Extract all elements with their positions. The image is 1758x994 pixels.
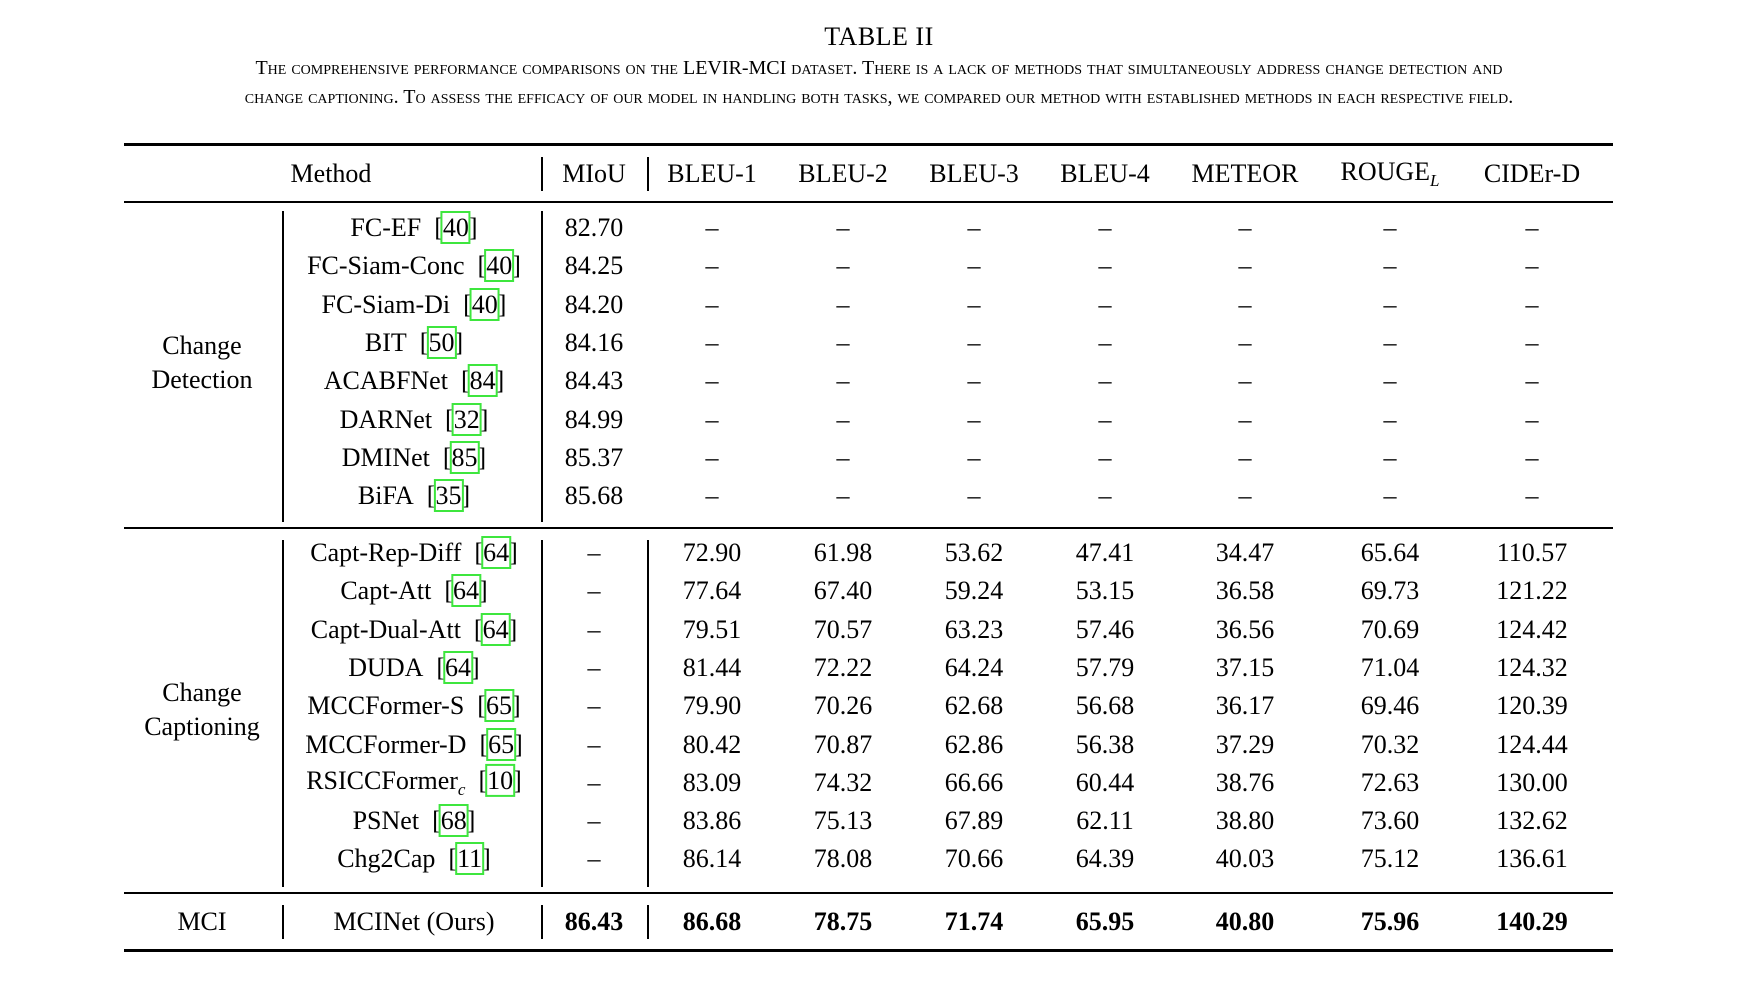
cider-value: 130.00 [1496,767,1568,797]
cider-value: – [1525,213,1539,242]
bleu2-value: – [836,251,850,281]
method-name: FC-Siam-Di [40] [321,289,507,319]
rouge-value: 69.73 [1360,576,1420,606]
citation-link[interactable]: 64 [453,576,479,606]
rouge-value: – [1383,213,1397,242]
rouge-value: 69.46 [1360,691,1420,721]
citation-link[interactable]: 65 [485,691,512,721]
citation-link[interactable]: 11 [457,844,483,874]
cider-value: 121.22 [1496,576,1568,606]
method-name-ours: MCINet (Ours) [333,907,495,936]
miou-value: – [587,652,601,682]
bleu1-value: 77.64 [682,576,742,606]
method-label: DUDA [348,652,424,682]
bleu1-value: 83.09 [682,767,742,797]
bleu4-value: – [1098,404,1112,434]
bleu1-value: – [705,327,719,357]
meteor-value-ours: 40.80 [1215,907,1275,936]
method-name: ACABFNet [84] [323,366,505,396]
bleu3-value: – [967,213,981,242]
bleu1-value: – [705,366,719,396]
group-change-detection [151,329,252,397]
meteor-value: – [1238,404,1252,434]
bleu1-value: – [705,442,719,472]
bleu1-value: – [705,251,719,281]
citation-link[interactable]: 64 [482,614,509,644]
bleu2-value: 75.13 [813,806,873,836]
bleu2-value: 61.98 [813,538,873,567]
method-label: MCCFormer-S [307,691,465,721]
meteor-value: – [1238,289,1252,319]
cider-value: – [1525,481,1539,511]
cider-value: 124.32 [1496,652,1568,682]
meteor-value: 34.47 [1215,538,1275,567]
bleu4-value: – [1098,251,1112,281]
citation-link[interactable]: 10 [487,765,514,795]
citation-link[interactable]: 65 [488,729,515,759]
bleu3-value: 67.89 [944,806,1004,836]
rouge-value: 73.60 [1360,806,1420,836]
meteor-value: 37.29 [1215,729,1275,759]
method-subscript: c [457,779,466,799]
group-label-line: Change [162,678,242,707]
rouge-value: 72.63 [1360,767,1420,797]
bleu3-value: 53.62 [944,538,1004,567]
ours-sep-miou [647,905,649,939]
meteor-value: – [1238,481,1252,511]
meteor-value: – [1238,251,1252,281]
rouge-value: – [1383,289,1397,319]
cider-value-ours: 140.29 [1496,907,1568,936]
bleu4-value: 53.15 [1075,576,1135,606]
header-rule [124,201,1613,203]
meteor-value: 38.80 [1215,806,1275,836]
miou-value: 84.16 [564,327,624,357]
meteor-value: – [1238,366,1252,396]
bleu3-value: 70.66 [944,844,1004,874]
header-cider: CIDEr-D [1483,159,1581,188]
citation-link[interactable]: 68 [440,806,467,836]
method-label: PSNet [352,806,420,836]
miou-value: 85.68 [564,481,624,511]
rouge-value: 65.64 [1360,538,1420,567]
miou-value-ours: 86.43 [564,907,624,936]
bleu1-value: 72.90 [682,538,742,567]
bleu4-value: – [1098,481,1112,511]
detection-sep-group [282,211,284,522]
miou-value: – [587,767,601,797]
bleu2-value: 74.32 [813,767,873,797]
method-label: FC-Siam-Conc [307,251,465,281]
meteor-value: 38.76 [1215,767,1275,797]
rouge-value: 70.69 [1360,614,1420,644]
captioning-sep-group [282,540,284,887]
bleu4-value: 56.68 [1075,691,1135,721]
bottom-rule [124,949,1613,952]
bleu1-value: 80.42 [682,729,742,759]
bleu3-value: – [967,442,981,472]
miou-value: 82.70 [564,213,624,242]
rouge-value: – [1383,404,1397,434]
detection-sep-method [541,211,543,522]
cider-value: – [1525,289,1539,319]
method-name: Capt-Rep-Diff [64] [310,538,518,567]
header-miou: MIoU [562,159,626,188]
bleu3-value: 64.24 [944,652,1004,682]
method-name: FC-Siam-Conc [40] [307,251,521,281]
ours-sep-group [282,905,284,939]
miou-value: 85.37 [564,442,624,472]
header-sep-method [541,157,543,191]
bleu3-value: – [967,481,981,511]
rouge-value: – [1383,481,1397,511]
bleu4-value: 62.11 [1076,806,1134,836]
method-name: BIT [50] [364,327,464,357]
bleu3-value: 62.68 [944,691,1004,721]
miou-value: – [587,729,601,759]
header-method: Method [290,159,372,188]
bleu2-value: – [836,213,850,242]
method-label: MCCFormer-D [305,729,467,759]
cider-value: – [1525,442,1539,472]
header-rouge-subscript: L [1430,171,1440,191]
method-label: Capt-Dual-Att [310,614,461,644]
miou-value: – [587,576,601,606]
ours-sep-method [541,905,543,939]
miou-value: 84.99 [564,404,624,434]
meteor-value: 36.56 [1215,614,1275,644]
miou-value: – [587,844,601,874]
cider-value: – [1525,404,1539,434]
cider-value: – [1525,366,1539,396]
bleu3-value: 59.24 [944,576,1004,606]
header-bleu2: BLEU-2 [798,159,888,188]
bleu3-value: – [967,327,981,357]
bleu4-value: – [1098,289,1112,319]
cider-value: 132.62 [1496,806,1568,836]
header-bleu1: BLEU-1 [667,159,757,188]
method-label: DMINet [341,442,430,472]
miou-value: – [587,806,601,836]
cider-value: 110.57 [1496,538,1568,567]
rouge-value: – [1383,442,1397,472]
method-name: MCCFormer-D [65] [305,729,523,759]
method-label: FC-Siam-Di [321,289,451,319]
bleu2-value: – [836,289,850,319]
miou-value: – [587,691,601,721]
miou-value: – [587,538,601,567]
rouge-value: – [1383,251,1397,281]
meteor-value: – [1238,213,1252,242]
rouge-value: – [1383,327,1397,357]
captioning-end-rule [124,892,1613,894]
bleu4-value: – [1098,213,1112,242]
bleu2-value: – [836,481,850,511]
meteor-value: 36.17 [1215,691,1275,721]
detection-end-rule [124,527,1613,529]
bleu4-value: – [1098,366,1112,396]
rouge-value: 70.32 [1360,729,1420,759]
bleu4-value: 57.79 [1075,652,1135,682]
bleu1-value-ours: 86.68 [682,907,742,936]
bleu2-value: 70.26 [813,691,873,721]
top-rule [124,143,1613,146]
bleu1-value: 86.14 [682,844,742,874]
method-label: FC-EF [350,213,422,242]
bleu2-value-ours: 78.75 [813,907,873,936]
citation-link[interactable]: 85 [451,442,478,472]
method-label: RSICCFormer [306,765,458,795]
table-caption [20,54,1738,112]
bleu3-value-ours: 71.74 [944,907,1004,936]
bleu2-value: – [836,404,850,434]
bleu4-value: 56.38 [1075,729,1135,759]
bleu1-value: 83.86 [682,806,742,836]
group-label-line: Captioning [144,712,260,741]
method-label: Capt-Att [340,576,432,606]
captioning-sep-miou [647,540,649,887]
method-name: BiFA [35] [357,481,471,511]
group-mci: MCI [177,907,227,936]
miou-value: 84.43 [564,366,624,396]
captioning-sep-method [541,540,543,887]
method-name: PSNet [68] [352,806,476,836]
method-name: Capt-Dual-Att [64] [310,614,518,644]
bleu1-value: 81.44 [682,652,742,682]
meteor-value: 40.03 [1215,844,1275,874]
table-title: TABLE II [824,22,934,51]
bleu4-value: – [1098,327,1112,357]
bleu2-value: 70.57 [813,614,873,644]
bleu4-value: 64.39 [1075,844,1135,874]
bleu4-value: 60.44 [1075,767,1135,797]
citation-link[interactable]: 84 [469,366,496,396]
bleu2-value: – [836,327,850,357]
bleu1-value: – [705,213,719,242]
bleu1-value: – [705,404,719,434]
header-rouge [1340,157,1439,191]
method-label: BIT [364,327,407,357]
meteor-value: 37.15 [1215,652,1275,682]
bleu2-value: 67.40 [813,576,873,606]
method-name: Capt-Att [64] [340,576,488,606]
cider-value: – [1525,327,1539,357]
bleu3-value: 62.86 [944,729,1004,759]
rouge-value: – [1383,366,1397,396]
method-name: RSICCFormer$_c$ [10] [306,765,522,799]
method-label: ACABFNet [323,366,448,396]
group-change-captioning [144,676,260,744]
citation-link[interactable]: 35 [435,481,462,511]
header-rouge-text: ROUGE [1340,156,1431,186]
header-bleu3: BLEU-3 [929,159,1019,188]
method-name: DMINet [85] [341,442,487,472]
citation-link[interactable]: 40 [442,213,469,242]
bleu2-value: – [836,442,850,472]
bleu2-value: – [836,366,850,396]
meteor-value: – [1238,442,1252,472]
method-name: DUDA [64] [348,652,480,682]
bleu1-value: – [705,481,719,511]
meteor-value: 36.58 [1215,576,1275,606]
rouge-value-ours: 75.96 [1360,907,1420,936]
method-name: MCCFormer-S [65] [307,691,521,721]
method-label: BiFA [357,481,414,511]
bleu3-value: – [967,404,981,434]
miou-value: 84.20 [564,289,624,319]
bleu3-value: – [967,251,981,281]
bleu4-value: 47.41 [1075,538,1135,567]
bleu4-value: 57.46 [1075,614,1135,644]
method-name: FC-EF [40] [350,213,478,242]
header-bleu4: BLEU-4 [1060,159,1150,188]
bleu2-value: 78.08 [813,844,873,874]
bleu3-value: 63.23 [944,614,1004,644]
miou-value: 84.25 [564,251,624,281]
miou-value: – [587,614,601,644]
citation-link[interactable]: 40 [471,289,498,319]
citation-link[interactable]: 32 [453,404,480,434]
meteor-value: – [1238,327,1252,357]
method-name: Chg2Cap [11] [337,844,491,874]
bleu3-value: – [967,289,981,319]
bleu1-value: – [705,289,719,319]
citation-link[interactable]: 64 [483,538,510,567]
header-sep-miou [647,157,649,191]
cider-value: 120.39 [1496,691,1568,721]
cider-value: 124.42 [1496,614,1568,644]
citation-link[interactable]: 64 [445,652,472,682]
bleu4-value: – [1098,442,1112,472]
method-name: DARNet [32] [339,404,489,434]
method-label: Chg2Cap [337,844,436,874]
caption-line-2: change captioning. To assess the efficacy of our model in handling both tasks, we compared our method with established methods in each respective field. [244,86,1514,108]
citation-link[interactable]: 50 [428,327,455,357]
bleu3-value: – [967,366,981,396]
cider-value: 124.44 [1496,729,1568,759]
rouge-value: 71.04 [1360,652,1420,682]
cider-value: 136.61 [1496,844,1568,874]
bleu2-value: 70.87 [813,729,873,759]
bleu4-value-ours: 65.95 [1075,907,1135,936]
bleu1-value: 79.90 [682,691,742,721]
caption-line-1: The comprehensive performance comparisons on the LEVIR-MCI dataset. There is a lack of methods that simultaneously address change detection and [255,57,1503,79]
method-label: DARNet [339,404,433,434]
rouge-value: 75.12 [1360,844,1420,874]
group-label-line: Change [162,331,242,360]
bleu2-value: 72.22 [813,652,873,682]
cider-value: – [1525,251,1539,281]
group-label-line: Detection [151,365,253,394]
bleu3-value: 66.66 [944,767,1004,797]
citation-link[interactable]: 40 [486,251,513,281]
method-label: Capt-Rep-Diff [310,538,462,567]
bleu1-value: 79.51 [682,614,742,644]
header-meteor: METEOR [1191,159,1299,188]
